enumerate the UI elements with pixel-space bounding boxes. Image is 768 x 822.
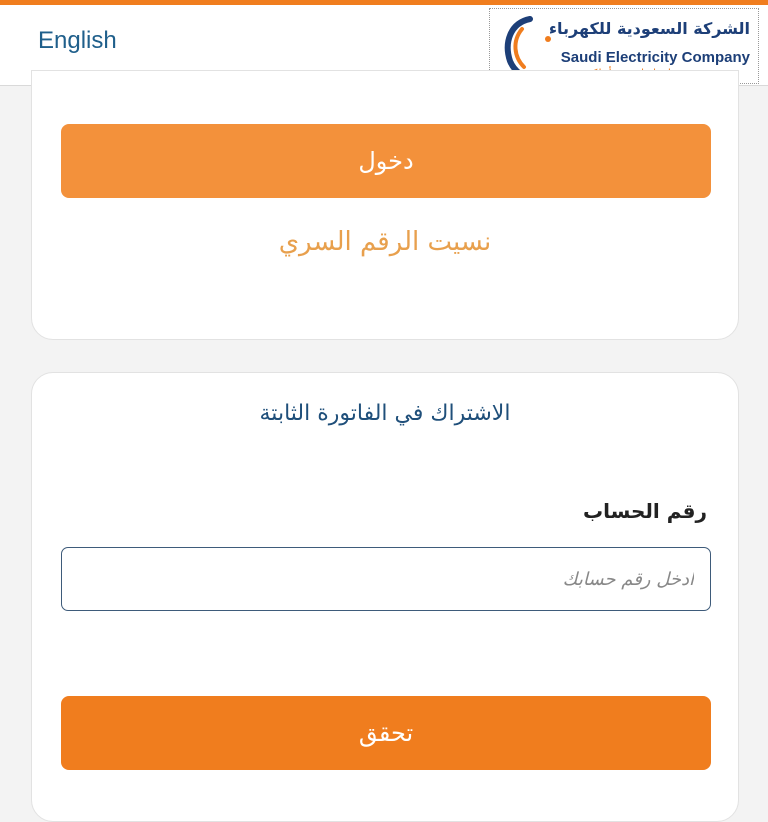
account-number-label: رقم الحساب <box>583 499 707 523</box>
language-switch-link[interactable]: English <box>38 27 117 54</box>
verify-button[interactable]: تحقق <box>61 696 711 770</box>
account-number-input[interactable] <box>61 547 711 611</box>
logo-name-arabic: الشركة السعودية للكهرباء <box>548 19 750 38</box>
login-card <box>31 70 739 340</box>
forgot-pin-link[interactable]: نسيت الرقم السري <box>278 227 492 257</box>
section-title: الاشتراك في الفاتورة الثابتة <box>259 401 511 426</box>
fixed-bill-subscription-card <box>31 372 739 822</box>
logo-name-english: Saudi Electricity Company <box>560 49 750 66</box>
login-button[interactable]: دخول <box>61 124 711 198</box>
